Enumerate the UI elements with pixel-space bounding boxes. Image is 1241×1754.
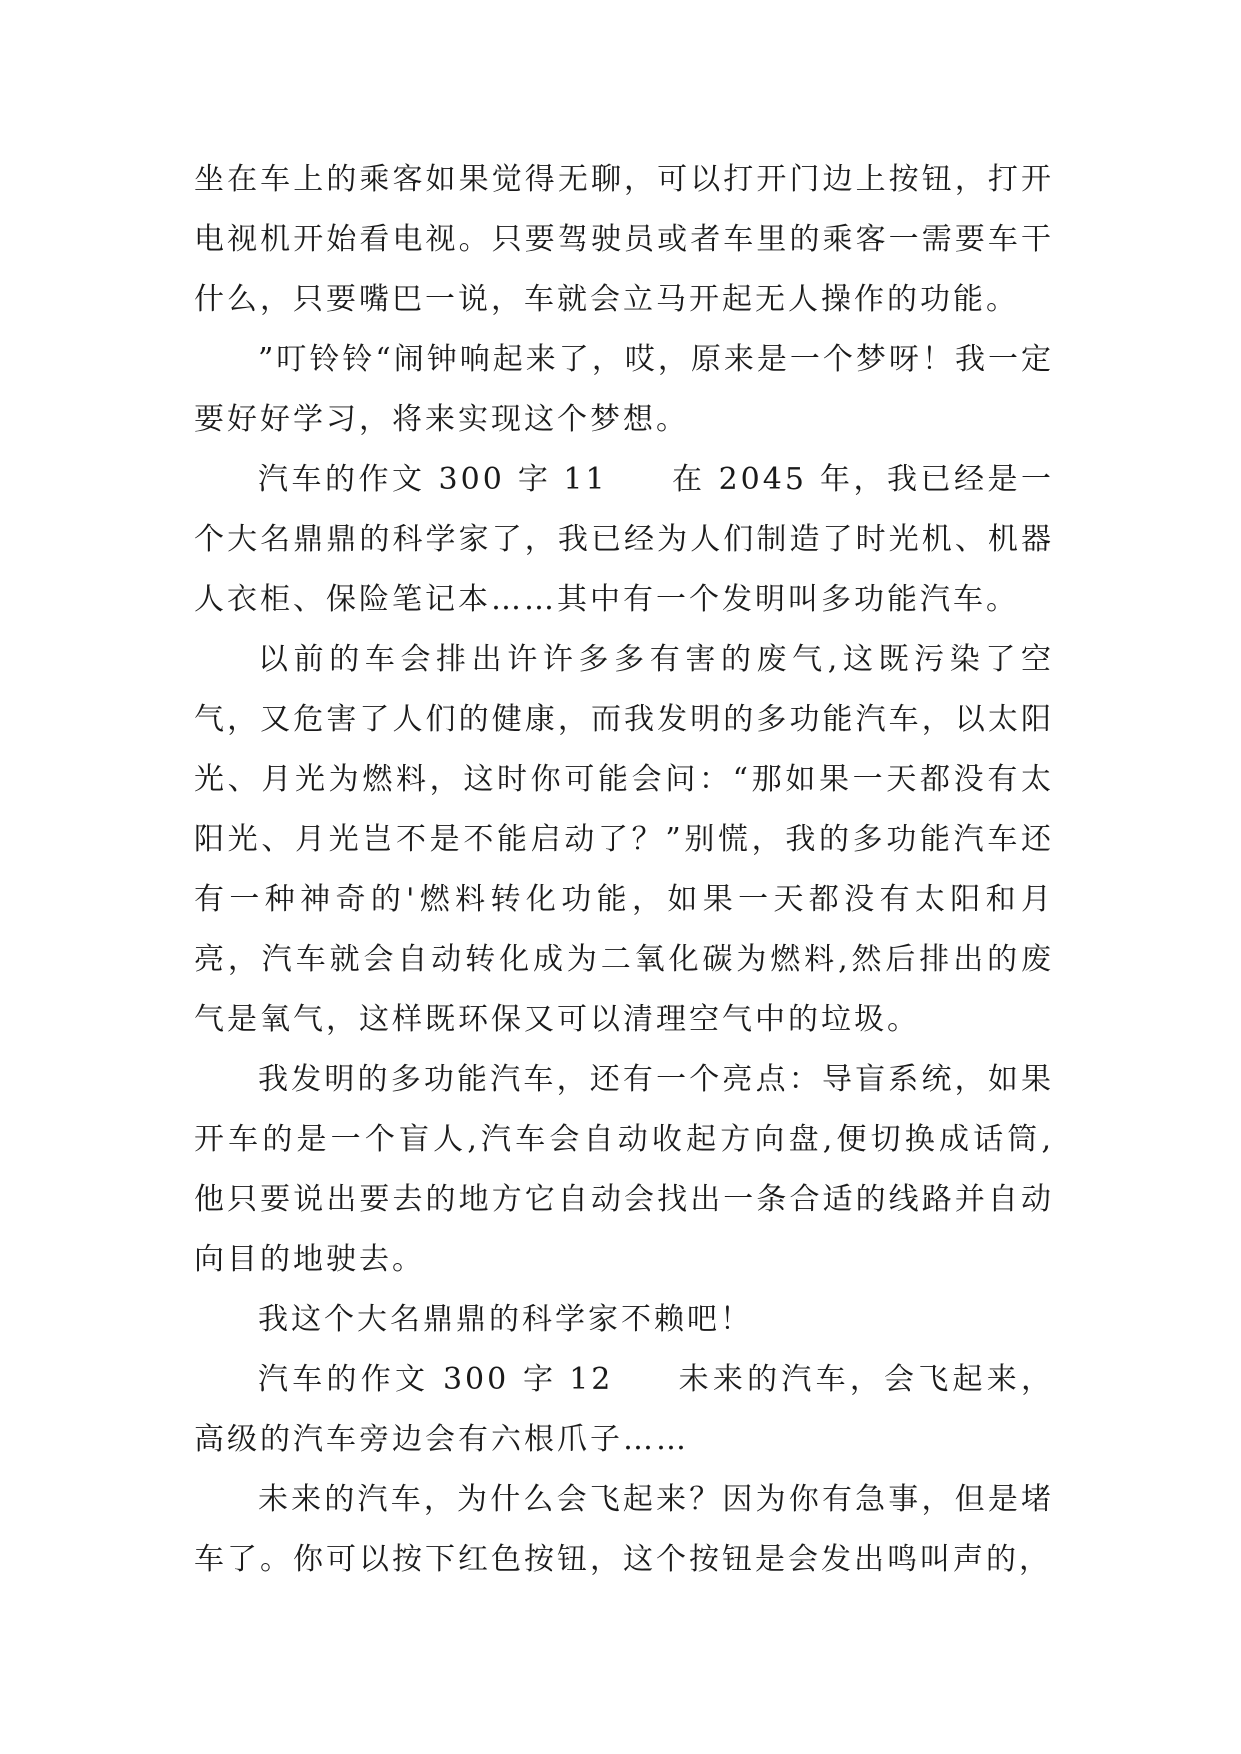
- paragraph-text: 未来的汽车，为什么会飞起来？因为你有急事，但是堵车了。你可以按下红色按钮，这个按钮是会发出鸣叫声的，: [194, 1482, 1054, 1577]
- paragraph-text: 以前的车会排出许许多多有害的废气,这既污染了空气，又危害了人们的健康，而我发明的多功能汽车，以太阳光、月光为燃料，这时你可能会问：“那如果一天都没有太阳光、月光岂不是不能启动了？”别慌，我的多功能汽车还有一种神奇的'燃料转化功能，如果一天都没有太阳和月亮，汽车就会自动转化成为二氧化碳为燃料,然后排出的废气是氧气，这样既环保又可以清理空气中的垃圾。: [194, 642, 1054, 1037]
- paragraph-5: [194, 1050, 1054, 1290]
- paragraph-4: [194, 630, 1054, 1050]
- essay-number: 12: [569, 1362, 614, 1397]
- paragraph-8: [194, 1470, 1054, 1590]
- paragraph-text: 在 2045 年，我已经是一个大名鼎鼎的科学家了，我已经为人们制造了时光机、机器人衣柜、保险笔记本……其中有一个发明叫多功能汽车。: [194, 462, 1054, 617]
- essay-number: 11: [563, 462, 608, 497]
- paragraph-3-essay-11: [194, 450, 1054, 630]
- paragraph-7-essay-12: [194, 1350, 1054, 1470]
- essay-heading: 汽车的作文 300 字: [258, 462, 552, 497]
- paragraph-1: [194, 150, 1054, 330]
- paragraph-6: [194, 1290, 1054, 1350]
- paragraph-text: ”叮铃铃“闹钟响起来了，哎，原来是一个梦呀！我一定要好好学习，将来实现这个梦想。: [194, 342, 1054, 437]
- paragraph-text: 坐在车上的乘客如果觉得无聊，可以打开门边上按钮，打开电视机开始看电视。只要驾驶员或者车里的乘客一需要车干什么，只要嘴巴一说，车就会立马开起无人操作的功能。: [194, 162, 1054, 317]
- paragraph-2: [194, 330, 1054, 450]
- essay-heading: 汽车的作文 300 字: [258, 1362, 558, 1397]
- paragraph-text: 我发明的多功能汽车，还有一个亮点：导盲系统，如果开车的是一个盲人,汽车会自动收起方向盘,便切换成话筒,他只要说出要去的地方它自动会找出一条合适的线路并自动向目的地驶去。: [194, 1062, 1054, 1277]
- paragraph-text: 未来的汽车，会飞起来，高级的汽车旁边会有六根爪子……: [194, 1362, 1054, 1457]
- essay-body: [194, 150, 1054, 1590]
- paragraph-text: 我这个大名鼎鼎的科学家不赖吧！: [258, 1302, 753, 1337]
